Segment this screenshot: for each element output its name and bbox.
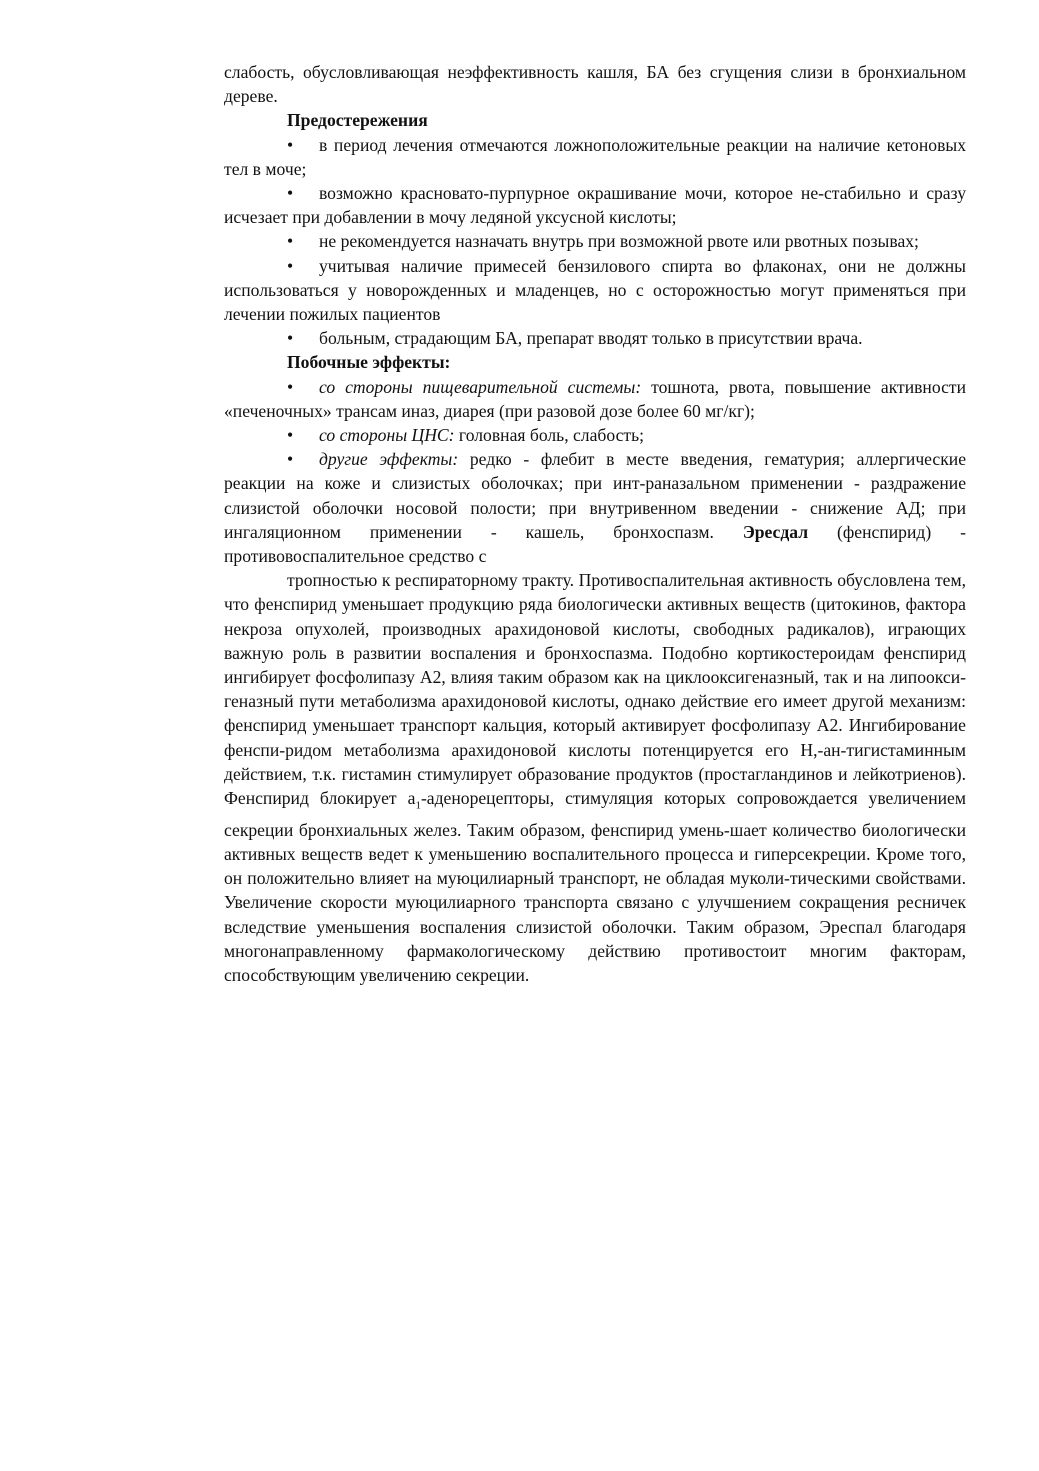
erespal-paragraph: тропностью к респираторному тракту. Противоспалительная активность обусловлена тем, что фенспирид уменьшает продукцию ряда биологически активных веществ (цитокинов, фактора некроза опухолей, производных арахидоновой кислоты, свободных радикалов), играющих важную роль в развитии воспаления и бронхоспазма. Подобно кортикостероидам фенспирид ингибирует фосфолипазу А2, влияя таким образом как на циклооксигеназный, так и на липоокси-геназный пути метаболизма арахидоновой кислоты, однако действие его имеет другой механизм: фенспирид уменьшает транспорт кальция, который активирует фосфолипазу А2. Ингибирование фенспи-ридом метаболизма арахидоновой кислоты потенцируется его Н,-ан-тигистаминным действием, т.к. гистамин стимулирует образование продуктов (простагландинов и лейкотриенов). Фенспирид блокирует $а_1$-аденорецепторы, стимуляция которых сопровождается увеличением секреции бронхиальных желез. Таким образом, фенспирид умень-шает количество биологически активных веществ ведет к уменьшению воспалительного процесса и гиперсекреции. Кроме того, он положительно влияет на муюцилиарный транспорт, не обладая муколи-тическими свойствами. Увеличение скорости муюцилиарного транспорта связано с улучшением сокращения ресничек вследствие уменьшения воспаления слизистой оболочки. Таким образом, Эреспал благодаря многонаправленному фармакологическому действию противостоит многим факторам, способствующим увеличению секреции.: [224, 570, 966, 986]
side-effect-item: • со стороны пищеварительной системы: тошнота, рвота, повышение активности «печеночных» трансам иназ, диарея (при разовой дозе более 60 мг/кг);: [224, 376, 966, 421]
bullet-icon: •: [287, 134, 294, 155]
document-page: [224, 60, 966, 987]
bullet-icon: •: [287, 231, 294, 252]
bullet-icon: •: [287, 328, 294, 349]
side-effect-lead: со стороны пищеварительной системы:: [319, 376, 642, 397]
side-effect-item: • другие эффекты: редко - флебит в месте введения, гематурия; аллергические реакции на коже и слизистых оболочках; при инт-раназальном применении - раздражение слизистой оболочки носовой полости; при внутривенном введении - снижение АД; при ингаляционном применении - кашель, бронхоспазм. Эресдал (фенспирид) - противовоспалительное средство с: [224, 449, 967, 567]
side-effects-heading: Побочные эффекты:: [287, 352, 451, 373]
precaution-item: • в период лечения отмечаются ложноположительные реакции на наличие кетоновых тел в моче;: [224, 134, 966, 179]
precaution-item: • не рекомендуется назначать внутрь при возможной рвоте или рвотных позывах;: [224, 229, 966, 253]
drug-name: Эресдал: [742, 521, 809, 542]
side-effect-lead: со стороны ЦНС:: [319, 425, 455, 446]
bullet-icon: •: [287, 425, 294, 446]
precaution-item: • учитывая наличие примесей бензилового спирта во флаконах, они не должны использоваться у новорожденных и младенцев, но с осторожностью могут применяться при лечении пожилых пациентов: [224, 255, 966, 325]
bullet-icon: •: [287, 255, 294, 276]
bullet-icon: •: [287, 183, 294, 204]
bullet-icon: •: [287, 449, 294, 470]
bullet-icon: •: [287, 376, 294, 397]
precautions-heading: Предостережения: [287, 110, 428, 131]
side-effect-item: • со стороны ЦНС: головная боль, слабость;: [224, 423, 966, 447]
intro-paragraph: слабость, обусловливающая неэффективность кашля, БА без сгущения слизи в бронхиальном дереве.: [224, 62, 966, 107]
precaution-item: • больным, страдающим БА, препарат вводят только в присутствии врача.: [224, 326, 966, 350]
subscript: 1: [415, 799, 421, 812]
precaution-item: • возможно красновато-пурпурное окрашивание мочи, которое не-стабильно и сразу исчезает при добавлении в мочу ледяной уксусной кислоты;: [224, 183, 966, 228]
side-effect-lead: другие эффекты:: [319, 449, 459, 470]
